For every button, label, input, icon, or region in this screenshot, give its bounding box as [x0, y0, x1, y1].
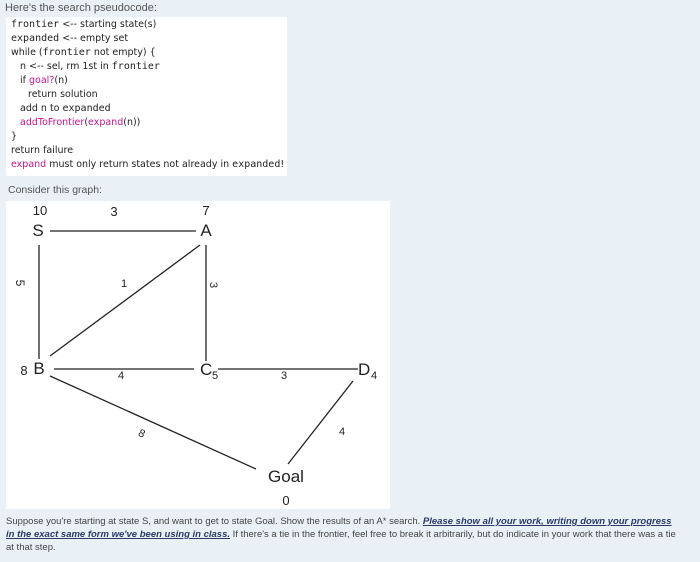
- edge-b-c-cost: 4: [117, 370, 125, 382]
- code-text: while (: [11, 47, 43, 58]
- code-keyword: frontier: [42, 47, 91, 58]
- code-line-1: [11, 18, 156, 32]
- code-line-5: [20, 74, 68, 88]
- question-text: [6, 515, 676, 554]
- question-tie-note: If there's a tie in the frontier, feel free to break it arbitrarily, but do indicate in your work that there was a tie at that step.: [6, 529, 676, 553]
- edge-s-b-cost: 5: [13, 279, 27, 287]
- node-b-label: B: [33, 359, 45, 378]
- code-keyword: expanded: [62, 103, 111, 114]
- edge-a-c-cost: 3: [207, 281, 219, 289]
- code-function: expand: [88, 117, 124, 128]
- edge-b-goal: [50, 376, 256, 469]
- code-keyword: expanded: [11, 33, 60, 44]
- code-text: <-- starting state(s): [59, 19, 157, 30]
- code-text: !: [280, 159, 285, 170]
- edge-b-a: [50, 245, 200, 356]
- code-line-9: }: [11, 131, 18, 142]
- code-line-8: [20, 116, 140, 130]
- question-intro: Suppose you're starting at state S, and want to get to state Goal. Show the results of an A* search.: [6, 516, 423, 527]
- code-text: not empty) {: [90, 47, 156, 58]
- code-keyword: frontier: [11, 19, 60, 30]
- edge-b-goal-cost: 8: [136, 427, 147, 441]
- node-goal-heuristic: 0: [282, 493, 290, 508]
- code-line-4: [20, 60, 160, 74]
- intro-text: Here's the search pseudocode:: [5, 2, 157, 14]
- search-graph: [6, 201, 390, 509]
- edge-b-a-cost: 1: [120, 278, 128, 290]
- code-function: addToFrontier: [20, 117, 85, 128]
- edge-d-goal-cost: 4: [338, 426, 346, 438]
- node-s-heuristic: 10: [32, 203, 48, 218]
- node-c-heuristic: 5: [212, 370, 219, 382]
- node-d-label: D: [358, 360, 371, 379]
- node-d-heuristic: 4: [371, 370, 378, 382]
- code-line-2: [11, 32, 128, 46]
- code-text: <-- empty set: [59, 33, 129, 44]
- code-line-10: return failure: [11, 145, 74, 156]
- code-text: (n): [54, 75, 68, 86]
- question-emphasis: Please show all your work, writing down your progress in the exact same form we've been using in class.: [6, 516, 672, 540]
- pseudocode-block: [6, 17, 287, 176]
- code-line-3: [11, 46, 156, 60]
- node-c-label: C: [200, 360, 213, 379]
- code-text: (n)): [123, 117, 141, 128]
- consider-text: Consider this graph:: [8, 184, 102, 196]
- code-keyword: expanded: [232, 159, 281, 170]
- code-line-6: return solution: [28, 89, 98, 100]
- graph-svg: [6, 201, 390, 509]
- node-a-label: A: [200, 221, 212, 240]
- edge-c-d-cost: 3: [280, 370, 288, 382]
- edge-d-goal: [288, 381, 353, 464]
- edge-s-a-cost: 3: [110, 204, 118, 219]
- node-s-label: S: [32, 221, 44, 240]
- code-keyword: frontier: [111, 61, 160, 72]
- node-a-heuristic: 7: [202, 203, 210, 218]
- code-text: (: [84, 117, 89, 128]
- code-text: add n to: [20, 103, 63, 114]
- code-function: goal?: [29, 75, 55, 86]
- code-line-7: [20, 102, 111, 116]
- node-goal-label: Goal: [268, 467, 304, 486]
- node-b-heuristic: 8: [20, 363, 28, 378]
- code-text: n <-- sel, rm 1st in: [20, 61, 112, 72]
- code-text: if: [20, 75, 30, 86]
- code-line-11: [11, 158, 284, 172]
- code-function: expand: [11, 159, 47, 170]
- code-text: must only return states not already in: [46, 159, 233, 170]
